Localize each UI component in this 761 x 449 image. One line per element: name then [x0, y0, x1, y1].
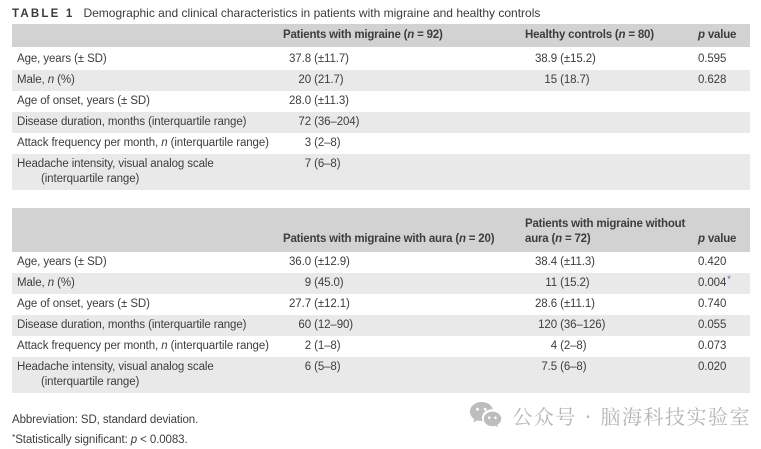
value-group-2: 120 (36–126) — [538, 319, 606, 331]
p-value-cell — [686, 297, 750, 312]
table-footnotes — [12, 410, 198, 449]
row-label: Headache intensity, visual analog scale (interquartile range) — [17, 361, 214, 388]
value-group-1: 28.0 (±11.3) — [289, 95, 349, 107]
p-value-cell — [686, 255, 750, 270]
table-row — [12, 70, 750, 91]
p-value: 0.595 — [698, 53, 727, 65]
table-row — [12, 91, 750, 112]
significance-note — [12, 430, 198, 449]
table-row — [12, 315, 750, 336]
table-row — [12, 336, 750, 357]
header-p-value: p value — [698, 233, 737, 245]
value-group-1: 9 (45.0) — [304, 277, 344, 289]
row-label: Male, n (%) — [17, 74, 75, 86]
table-row — [12, 154, 750, 190]
p-value-cell — [686, 360, 750, 375]
watermark — [469, 400, 751, 430]
table-row — [12, 133, 750, 154]
row-label: Disease duration, months (interquartile range) — [17, 319, 247, 331]
p-value-cell — [686, 73, 750, 88]
table-row — [12, 357, 750, 393]
table-caption — [12, 6, 540, 20]
value-group-2: 15 (18.7) — [544, 74, 590, 86]
significance-asterisk: * — [727, 274, 731, 284]
p-value-cell — [686, 339, 750, 354]
abbreviation-note — [12, 410, 198, 430]
header-migraine-without-aura: Patients with migraine without aura (n = 72) — [525, 218, 686, 245]
value-group-1: 7 (6–8) — [304, 158, 341, 170]
table-row — [12, 252, 750, 273]
table-row — [12, 49, 750, 70]
p-value: 0.420 — [698, 256, 727, 268]
value-group-1: 72 (36–204) — [298, 116, 360, 128]
value-group-1: 6 (5–8) — [304, 361, 341, 373]
table-2-header-row — [12, 208, 750, 252]
table-caption-text: Demographic and clinical characteristics in patients with migraine and healthy controls — [83, 6, 541, 20]
table-row — [12, 294, 750, 315]
value-group-2: 7.5 (6–8) — [541, 361, 587, 373]
value-group-1: 36.0 (±12.9) — [289, 256, 350, 268]
wechat-icon — [469, 400, 503, 430]
p-value-cell — [686, 318, 750, 333]
row-label: Attack frequency per month, n (interquartile range) — [17, 137, 269, 149]
row-label: Headache intensity, visual analog scale (interquartile range) — [17, 158, 214, 185]
value-group-1: 37.8 (±11.7) — [289, 53, 349, 65]
table-2-body — [12, 252, 750, 393]
header-healthy-controls: Healthy controls (n = 80) — [525, 29, 654, 41]
value-group-2: 4 (2–8) — [550, 340, 587, 352]
row-label: Disease duration, months (interquartile range) — [17, 116, 247, 128]
value-group-2: 38.4 (±11.3) — [535, 256, 595, 268]
value-group-1: 3 (2–8) — [304, 137, 341, 149]
row-label: Age, years (± SD) — [17, 53, 107, 65]
p-value: 0.073 — [698, 340, 727, 352]
p-value: 0.628 — [698, 74, 727, 86]
table-aura-vs-no-aura — [12, 208, 750, 393]
value-group-1: 2 (1–8) — [304, 340, 341, 352]
row-label: Attack frequency per month, n (interquartile range) — [17, 340, 269, 352]
table-migraine-vs-controls — [12, 24, 750, 190]
table-number: TABLE 1 — [12, 8, 75, 20]
p-value-cell — [686, 276, 750, 291]
p-value-cell — [686, 52, 750, 67]
header-patients-migraine: Patients with migraine (n = 92) — [283, 29, 443, 41]
table-row — [12, 112, 750, 133]
row-label: Age, years (± SD) — [17, 256, 107, 268]
value-group-1: 27.7 (±12.1) — [289, 298, 350, 310]
note-text: Abbreviation: SD, standard deviation. — [12, 414, 199, 426]
watermark-text: 公众号 · 脑海科技实验室 — [512, 404, 751, 429]
note-text: Statistically significant: p < 0.0083. — [15, 434, 188, 446]
table-row — [12, 273, 750, 294]
row-label: Age of onset, years (± SD) — [17, 298, 150, 310]
p-value: 0.020 — [698, 361, 727, 373]
header-p-value: p value — [698, 29, 737, 41]
table-1-header-row — [12, 24, 750, 47]
p-value: 0.740 — [698, 298, 727, 310]
p-value: 0.055 — [698, 319, 727, 331]
value-group-1: 60 (12–90) — [298, 319, 354, 331]
row-label: Male, n (%) — [17, 277, 75, 289]
row-label: Age of onset, years (± SD) — [17, 95, 150, 107]
value-group-2: 38.9 (±15.2) — [535, 53, 596, 65]
note-marker: * — [12, 432, 16, 442]
value-group-2: 11 (15.2) — [545, 277, 590, 289]
value-group-2: 28.6 (±11.1) — [535, 298, 595, 310]
value-group-1: 20 (21.7) — [298, 74, 344, 86]
p-value: 0.004 — [698, 277, 727, 289]
header-migraine-with-aura: Patients with migraine with aura (n = 20) — [283, 233, 495, 245]
table-1-body — [12, 49, 750, 190]
